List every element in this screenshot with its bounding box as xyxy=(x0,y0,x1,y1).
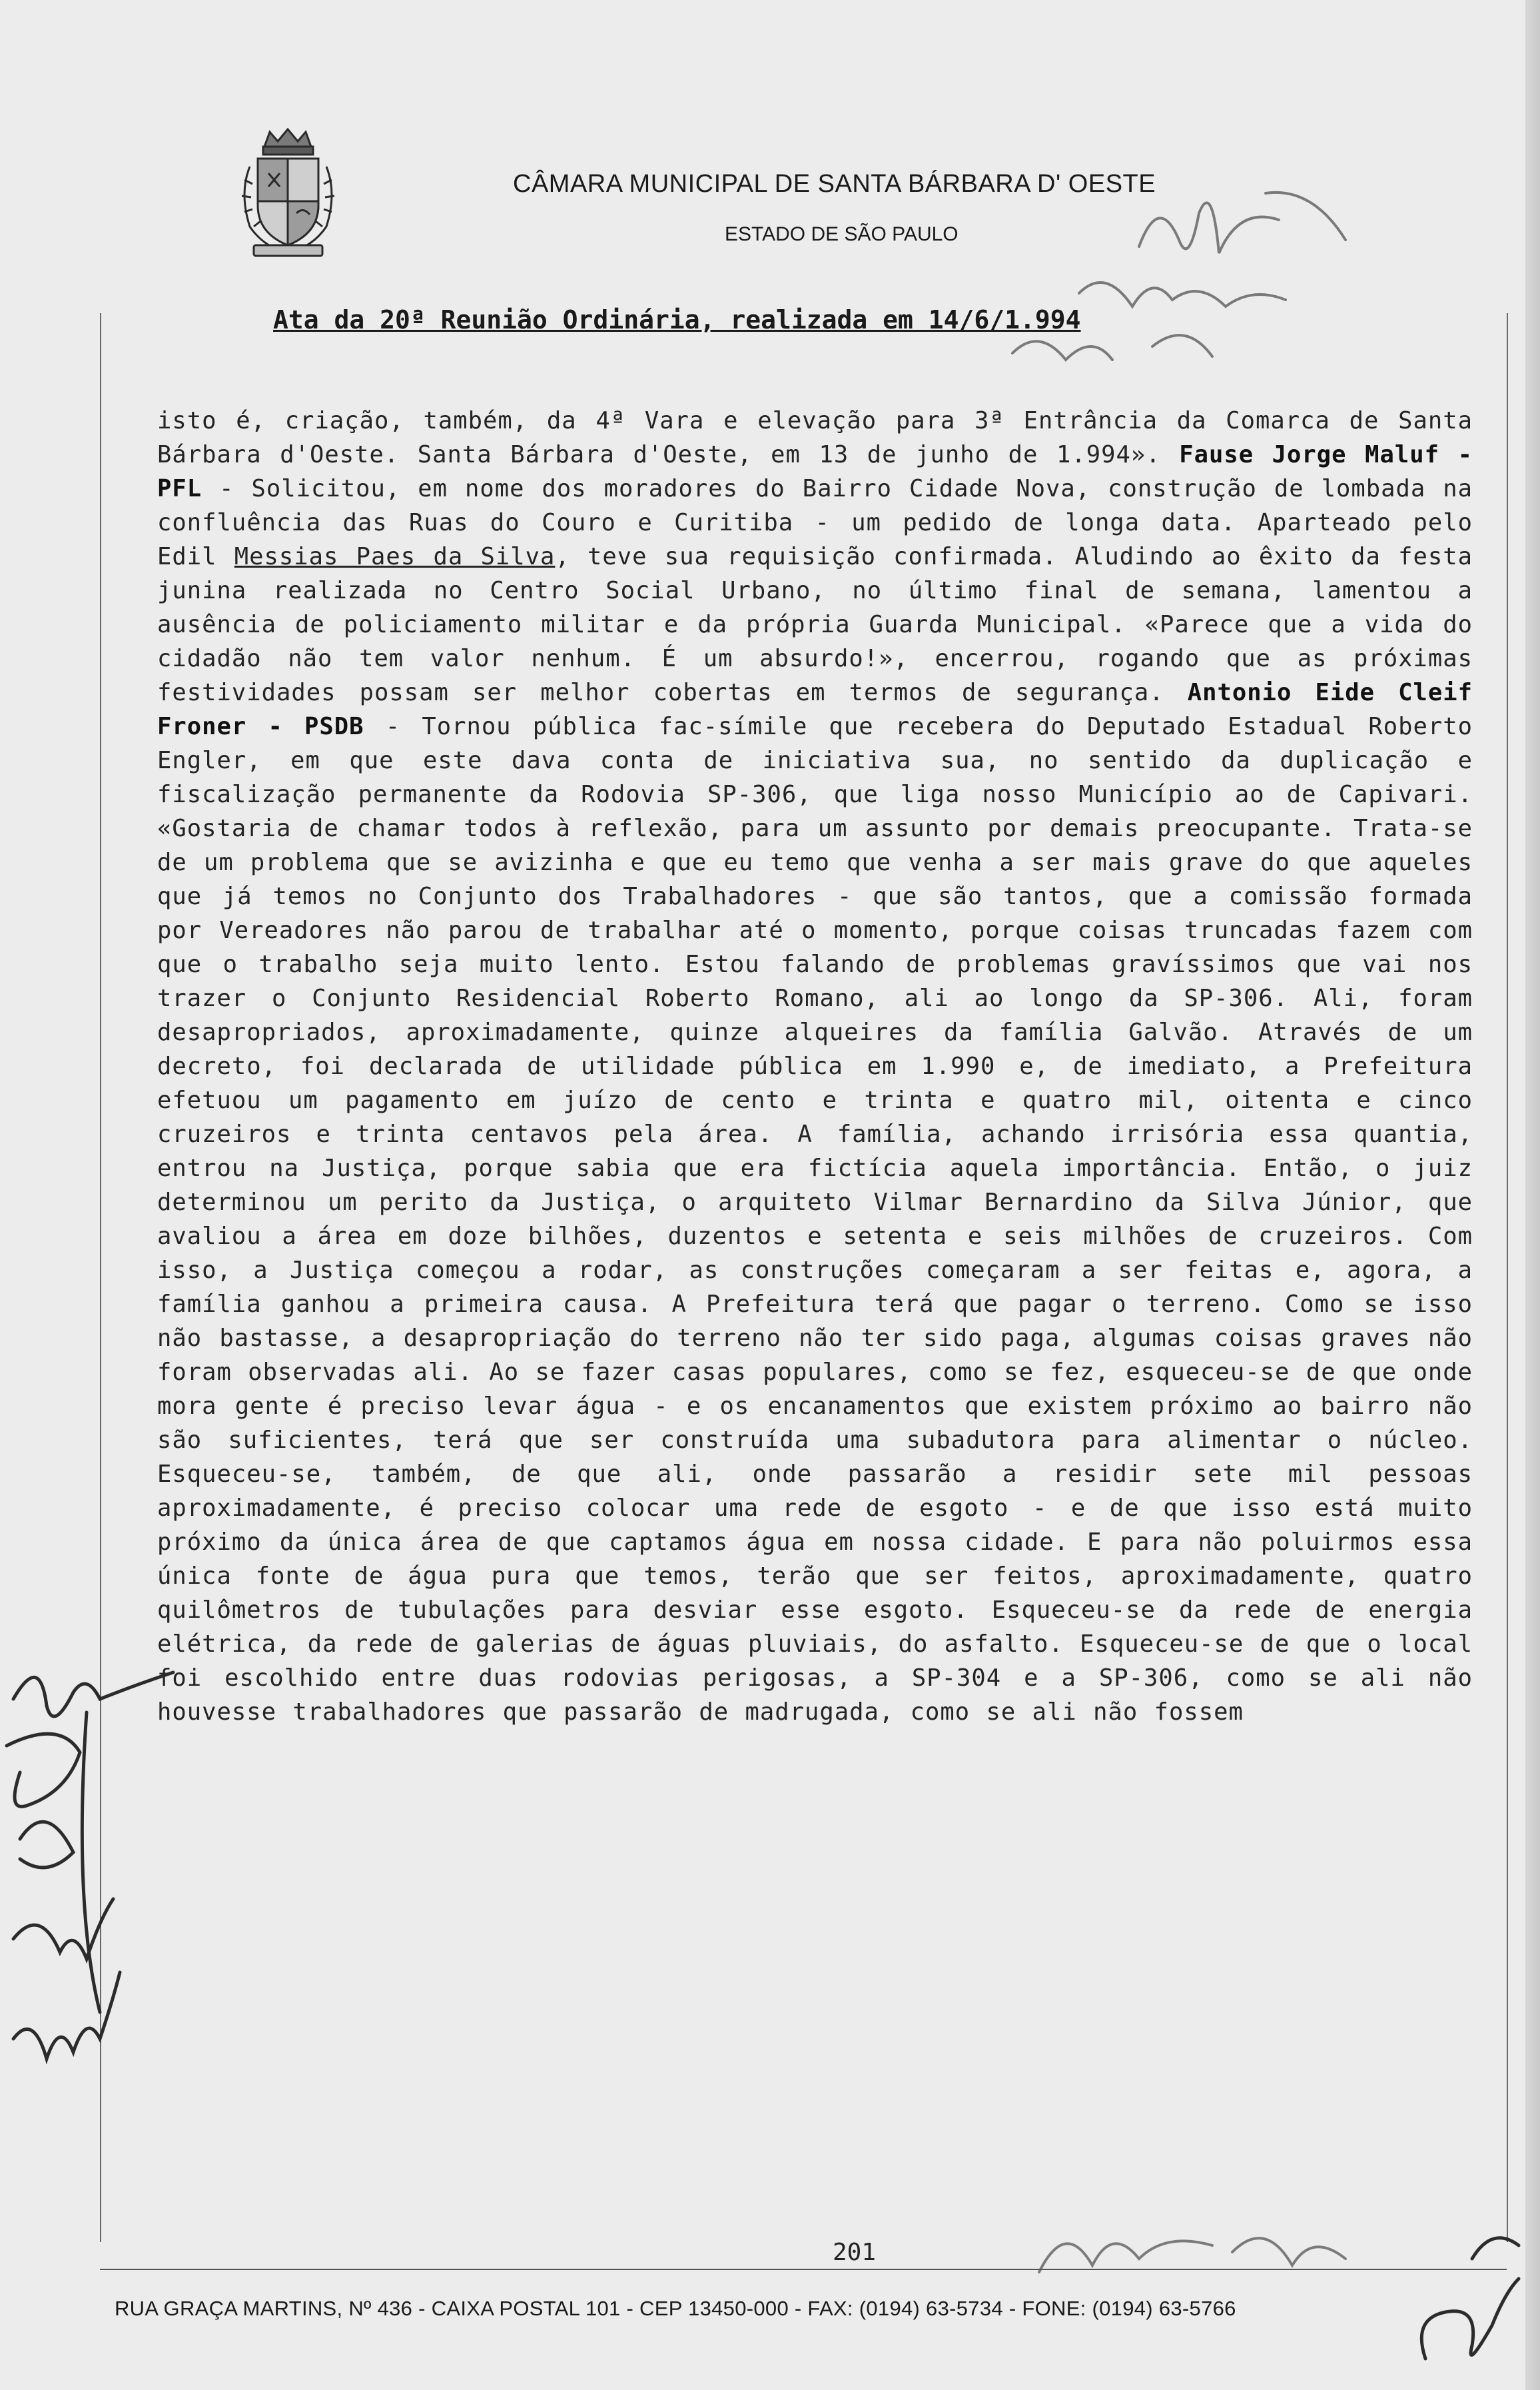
page-edge-shadow xyxy=(1525,0,1540,2390)
municipal-crest-icon xyxy=(230,127,346,260)
footer-rule xyxy=(100,2269,1507,2270)
institution-name: CÂMARA MUNICIPAL DE SANTA BÁRBARA D' OESTE xyxy=(513,170,1156,198)
councilor-name: Messias Paes da Silva xyxy=(234,543,556,570)
minutes-title: Ata da 20ª Reunião Ordinária, realizada em 14/6/1.994 xyxy=(273,305,1081,334)
footer-address: RUA GRAÇA MARTINS, Nº 436 - CAIXA POSTAL 101 - CEP 13450-000 - FAX: (0194) 63-5734 - FONE: (0194) 63-5766 xyxy=(115,2297,1236,2320)
signature-top-right-icon xyxy=(999,167,1372,386)
right-margin-rule xyxy=(1507,313,1508,2242)
speaker-name: Fause Jorge Maluf - PFL xyxy=(157,441,1473,502)
body-paragraph-1: isto é, criação, também, da 4ª Vara e elevação para 3ª Entrância da Comarca de Santa Bárbara d'Oeste. Santa Bárbara d'Oeste, em 13 de junho de 1.994». xyxy=(157,407,1473,468)
signature-left-margin-icon xyxy=(0,1639,180,2119)
body-paragraph-3: , teve sua requisição confirmada. Aludindo ao êxito da festa junina realizada no Centro Social Urbano, no último final de semana, lamentou a ausência de policiamento militar e da própria Guarda Municipal. «Parece que a vida do cidadão não tem valor nenhum. É um absurdo!», encerrou, rogando que as próximas festividades possam ser melhor cobertas em termos de segurança. xyxy=(157,543,1473,706)
state-name: ESTADO DE SÃO PAULO xyxy=(725,223,959,245)
body-paragraph-2: - Solicitou, em nome dos moradores do Bairro Cidade Nova, construção de lombada na confluência das Ruas do Couro e Curitiba - um pedido de longa data. Aparteado pelo Edil xyxy=(157,475,1473,570)
left-margin-rule xyxy=(100,313,101,2242)
minutes-body xyxy=(157,404,1473,1729)
speaker-name: Antonio Eide Cleif Froner - PSDB xyxy=(157,679,1473,740)
page-number: 201 xyxy=(833,2239,877,2266)
body-paragraph-4: - Tornou pública fac-símile que recebera do Deputado Estadual Roberto Engler, em que este dava conta de iniciativa sua, no sentido da duplicação e fiscalização permanente da Rodovia SP-306, que liga nosso Município ao de Capivari. «Gostaria de chamar todos à reflexão, para um assunto por demais preocupante. Trata-se de um problema que se avizinha e que eu temo que venha a ser mais grave do que aqueles que já temos no Conjunto dos Trabalhadores - que são tantos, que a comissão formada por Vereadores não parou de trabalhar até o momento, porque coisas truncadas fazem com que o trabalho seja muito lento. Estou falando de problemas gravíssimos que vai nos trazer o Conjunto Residencial Roberto Romano, ali ao longo da SP-306. Ali, foram desapropriados, aproximadamente, quinze alqueires da família Galvão. Através de um decreto, foi declarada de utilidade pública em 1.990 e, de imediato, a Prefeitura efetuou um pagamento em juízo de cento e trinta e quatro mil, oitenta e cinco cruzeiros e trinta centavos pela área. A família, achando irrisória essa quantia, entrou na Justiça, porque sabia que era fictícia aquela importância. Então, o juiz determinou um perito da Justiça, o arquiteto Vilmar Bernardino da Silva Júnior, que avaliou a área em doze bilhões, duzentos e setenta e seis milhões de cruzeiros. Com isso, a Justiça começou a rodar, as construções começaram a ser feitas e, agora, a família ganhou a primeira causa. A Prefeitura terá que pagar o terreno. Como se isso não bastasse, a desapropriação do terreno não ter sido paga, algumas coisas graves não foram observadas ali. Ao se fazer casas populares, como se fez, esqueceu-se de que onde mora gente é preciso levar água - e os encanamentos que existem próximo ao bairro não são suficientes, terá que ser construída uma subadutora para alimentar o núcleo. Esqueceu-se, também, de que ali, onde passarão a residir sete mil pessoas aproximadamente, é preciso colocar uma rede de esgoto - e de que isso está muito próximo da única área de que captamos água em nossa cidade. E para não poluirmos essa única fonte de água pura que temos, terão que ser feitos, aproximadamente, quatro quilômetros de tubulações para desviar esse esgoto. Esqueceu-se da rede de energia elétrica, da rede de galerias de águas pluviais, do asfalto. Esqueceu-se de que o local foi escolhido entre duas rodovias perigosas, a SP-304 e a SP-306, como se ali não houvesse trabalhadores que passarão de madrugada, como se ali não fossem xyxy=(157,713,1473,1726)
